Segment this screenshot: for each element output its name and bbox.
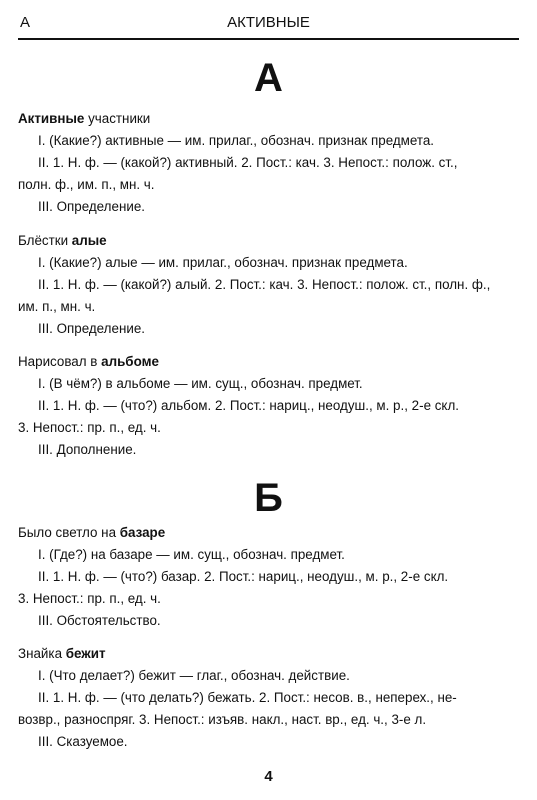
- entry-line: I. (Что делает?) бежит — глаг., обознач. действие.: [38, 668, 350, 683]
- entry-headword: альбоме: [101, 354, 159, 369]
- entry-phrase: Знайка бежит: [18, 646, 106, 661]
- entry-line: III. Определение.: [38, 199, 145, 214]
- entry: [18, 522, 521, 632]
- entry-line: 3. Непост.: пр. п., ед. ч.: [18, 591, 161, 606]
- page-number: 4: [264, 768, 273, 785]
- entry-line: III. Определение.: [38, 321, 145, 336]
- header-word: АКТИВНЫЕ: [227, 14, 310, 31]
- entry-headword: бежит: [65, 646, 106, 661]
- entry: [18, 351, 521, 461]
- entry-line: II. 1. Н. ф. — (что делать?) бежать. 2. Пост.: несов. в., неперех., не-: [38, 690, 457, 705]
- section-letter: А: [254, 56, 283, 100]
- entry-line: II. 1. Н. ф. — (какой?) активный. 2. Пост.: кач. 3. Непост.: полож. ст.,: [38, 155, 458, 170]
- entry-line: III. Дополнение.: [38, 442, 137, 457]
- entry-phrase: Нарисовал в альбоме: [18, 354, 159, 369]
- entry-line: полн. ф., им. п., мн. ч.: [18, 177, 155, 192]
- entry-line: II. 1. Н. ф. — (что?) альбом. 2. Пост.: нариц., неодуш., м. р., 2-е скл.: [38, 398, 459, 413]
- entry-line: I. (Где?) на базаре — им. сущ., обознач. предмет.: [38, 547, 345, 562]
- entry-line: III. Обстоятельство.: [38, 613, 161, 628]
- entry-line: II. 1. Н. ф. — (какой?) алый. 2. Пост.: кач. 3. Непост.: полож. ст., полн. ф.,: [38, 277, 491, 292]
- entry-phrase: Активные участники: [18, 111, 151, 126]
- entry-line: II. 1. Н. ф. — (что?) базар. 2. Пост.: нариц., неодуш., м. р., 2-е скл.: [38, 569, 449, 584]
- entry-headword: Активные: [18, 111, 85, 126]
- entry-line: им. п., мн. ч.: [18, 299, 96, 314]
- header-letter: А: [20, 14, 31, 31]
- entry-headword: базаре: [119, 525, 166, 540]
- entry-line: I. (Какие?) алые — им. прилаг., обознач. признак предмета.: [38, 255, 408, 270]
- entry-line: 3. Непост.: пр. п., ед. ч.: [18, 420, 161, 435]
- entry-phrase: Было светло на базаре: [18, 525, 166, 540]
- entry: [18, 108, 521, 218]
- entry-line: III. Сказуемое.: [38, 734, 128, 749]
- entry-line: I. (Какие?) активные — им. прилаг., обознач. признак предмета.: [38, 133, 435, 148]
- entry-line: возвр., разноспряг. 3. Непост.: изъяв. накл., наст. вр., ед. ч., 3-е л.: [18, 712, 427, 727]
- entry: [18, 643, 521, 753]
- section-letter: Б: [254, 476, 283, 520]
- running-header: [18, 12, 519, 40]
- entry-phrase: Блёстки алые: [18, 233, 107, 248]
- entry: [18, 230, 521, 340]
- entry-line: I. (В чём?) в альбоме — им. сущ., обознач. предмет.: [38, 376, 363, 391]
- entry-headword: алые: [71, 233, 107, 248]
